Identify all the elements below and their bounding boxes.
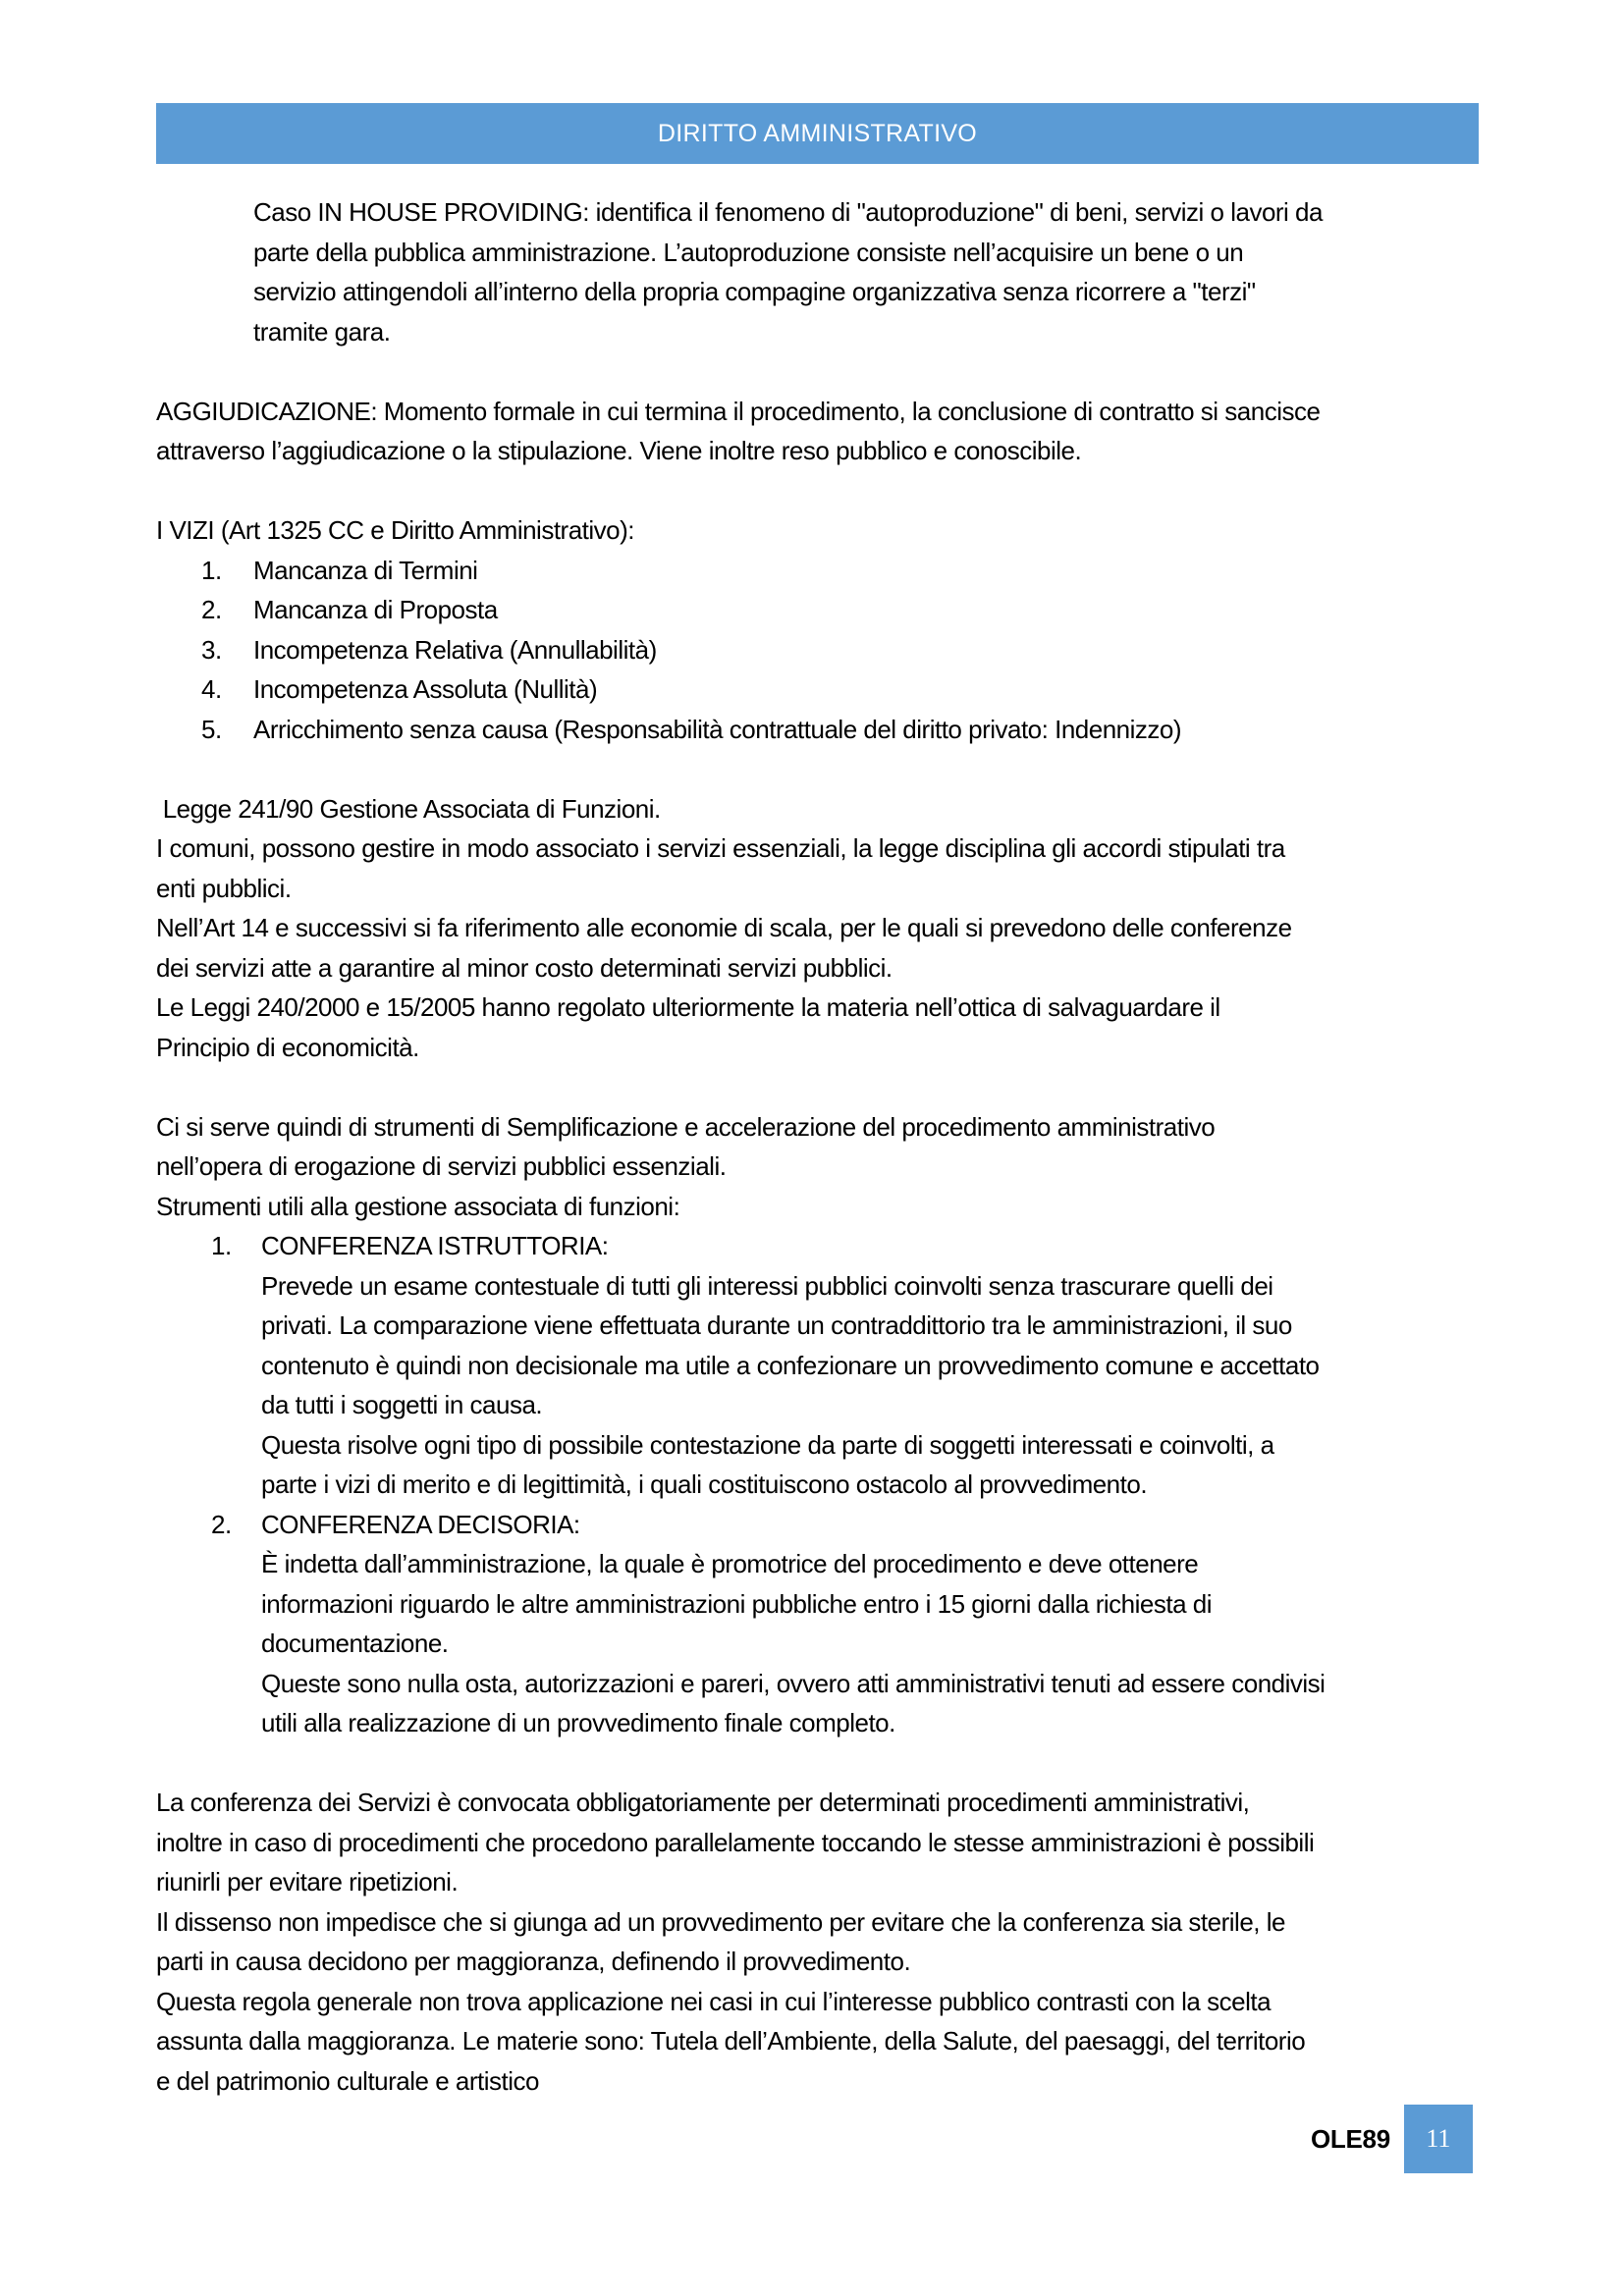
legge-section: [156, 789, 1482, 1068]
paragraph-line: È indetta dall’amministrazione, la quale è promotrice del procedimento e deve ottenere: [261, 1549, 1199, 1578]
paragraph-line: Le Leggi 240/2000 e 15/2005 hanno regolato ulteriormente la materia nell’ottica di salvaguardare il: [156, 992, 1220, 1022]
paragraph-line: parte i vizi di merito e di legittimità, i quali costituiscono ostacolo al provvedimento.: [261, 1469, 1148, 1499]
conferenza-istruttoria-title: 1. CONFERENZA ISTRUTTORIA:: [211, 1231, 609, 1260]
conclusione-section: [156, 1783, 1482, 2101]
list-item: 1. Mancanza di Termini: [201, 555, 478, 585]
paragraph-line: riunirli per evitare ripetizioni.: [156, 1867, 459, 1896]
paragraph-line: Prevede un esame contestuale di tutti gli interessi pubblici coinvolti senza trascurare quelli dei: [261, 1270, 1273, 1301]
list-item: 2. Mancanza di Proposta: [201, 595, 498, 624]
paragraph-line: Strumenti utili alla gestione associata di funzioni:: [156, 1191, 680, 1221]
paragraph-line: Caso IN HOUSE PROVIDING: identifica il fenomeno di "autoproduzione" di beni, servizi o lavori da: [253, 197, 1323, 227]
paragraph-line: informazioni riguardo le altre amministrazioni pubbliche entro i 15 giorni dalla richiesta di: [261, 1588, 1213, 1619]
paragraph-line: dei servizi atte a garantire al minor costo determinati servizi pubblici.: [156, 952, 893, 983]
paragraph-line: La conferenza dei Servizi è convocata obbligatoriamente per determinati procedimenti amministrativi,: [156, 1788, 1250, 1817]
in-house-section: [156, 192, 1482, 351]
paragraph-line: enti pubblici.: [156, 873, 292, 903]
legge-heading: Legge 241/90 Gestione Associata di Funzioni.: [156, 793, 661, 824]
list-item: 3. Incompetenza Relativa (Annullabilità): [201, 634, 657, 665]
paragraph-line: attraverso l’aggiudicazione o la stipulazione. Viene inoltre reso pubblico e conoscibile.: [156, 436, 1082, 465]
paragraph-line: servizio attingendoli all’interno della propria compagine organizzativa senza ricorrere a "terzi": [253, 277, 1256, 306]
strumenti-section: [156, 1107, 1482, 1743]
paragraph-line: da tutti i soggetti in causa.: [261, 1390, 543, 1419]
paragraph-line: I comuni, possono gestire in modo associato i servizi essenziali, la legge disciplina gli accordi stipulati tra: [156, 833, 1285, 863]
paragraph-line: utili alla realizzazione di un provvedimento finale completo.: [261, 1708, 895, 1737]
paragraph-line: privati. La comparazione viene effettuata durante un contraddittorio tra le amministrazioni, il suo: [261, 1310, 1292, 1340]
paragraph-line: nell’opera di erogazione di servizi pubblici essenziali.: [156, 1151, 727, 1181]
paragraph-line: parti in causa decidono per maggioranza, definendo il provvedimento.: [156, 1947, 911, 1976]
aggiudicazione-section: [156, 392, 1482, 471]
paragraph-line: inoltre in caso di procedimenti che procedono parallelamente toccando le stesse amministrazioni è possibili: [156, 1827, 1315, 1857]
paragraph-line: Nell’Art 14 e successivi si fa riferimento alle economie di scala, per le quali si prevedono delle conferenze: [156, 913, 1292, 942]
header-title: DIRITTO AMMINISTRATIVO: [657, 120, 978, 147]
footer-label: OLE89: [1311, 2123, 1390, 2154]
page-number: 11: [1404, 2105, 1473, 2173]
paragraph-line: Questa regola generale non trova applicazione nei casi in cui l’interesse pubblico contrasti con la scelta: [156, 1986, 1272, 2016]
page-footer: [1311, 2107, 1473, 2171]
paragraph-line: tramite gara.: [253, 316, 391, 347]
vizi-section: [156, 510, 1482, 749]
list-item: 5. Arricchimento senza causa (Responsabilità contrattuale del diritto privato: Indennizzo): [201, 714, 1182, 744]
document-body: [156, 192, 1482, 2101]
paragraph-line: documentazione.: [261, 1629, 449, 1658]
paragraph-line: contenuto è quindi non decisionale ma utile a confezionare un provvedimento comune e accettato: [261, 1350, 1320, 1380]
paragraph-line: Questa risolve ogni tipo di possibile contestazione da parte di soggetti interessati e coinvolti, a: [261, 1429, 1274, 1460]
list-item: 4. Incompetenza Assoluta (Nullità): [201, 674, 598, 704]
paragraph-line: assunta dalla maggioranza. Le materie sono: Tutela dell’Ambiente, della Salute, del paesaggi, del territorio: [156, 2026, 1306, 2056]
vizi-heading: I VIZI (Art 1325 CC e Diritto Amministrativo):: [156, 515, 635, 545]
paragraph-line: Queste sono nulla osta, autorizzazioni e pareri, ovvero atti amministrativi tenuti ad essere condivisi: [261, 1668, 1326, 1698]
paragraph-line: Principio di economicità.: [156, 1032, 419, 1062]
conferenza-decisoria-title: 2. CONFERENZA DECISORIA:: [211, 1509, 580, 1539]
paragraph-line: Ci si serve quindi di strumenti di Semplificazione e accelerazione del procedimento amministrativo: [156, 1111, 1216, 1142]
paragraph-line: AGGIUDICAZIONE: Momento formale in cui termina il procedimento, la conclusione di contratto si sancisce: [156, 396, 1321, 426]
paragraph-line: e del patrimonio culturale e artistico: [156, 2065, 539, 2096]
paragraph-line: parte della pubblica amministrazione. L’autoproduzione consiste nell’acquisire un bene o un: [253, 237, 1244, 267]
page-header: [156, 103, 1479, 164]
paragraph-line: Il dissenso non impedisce che si giunga ad un provvedimento per evitare che la conferenza sia sterile, le: [156, 1906, 1285, 1937]
